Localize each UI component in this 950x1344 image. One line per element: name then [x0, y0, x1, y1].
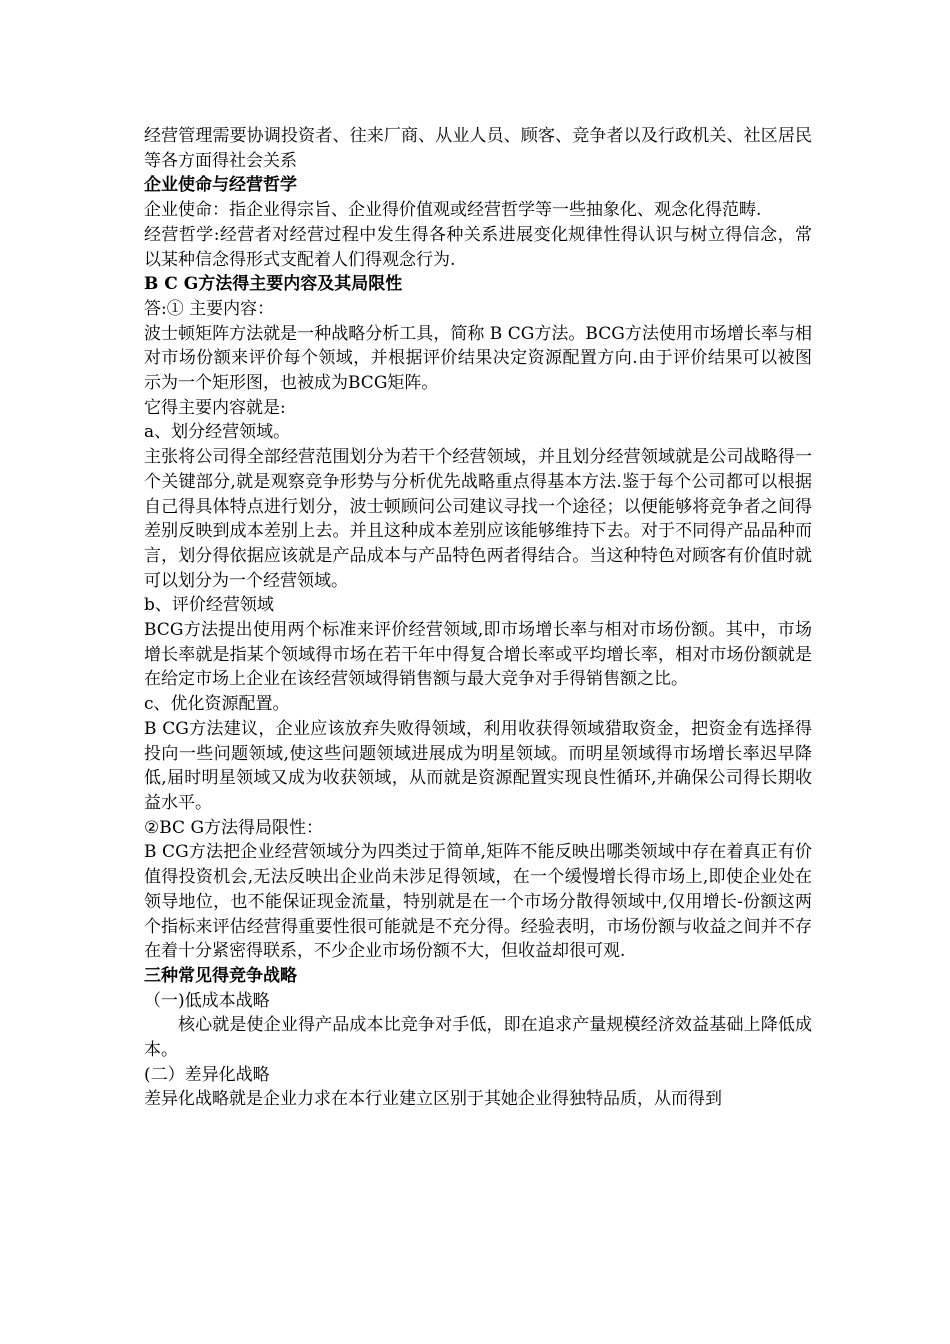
paragraph: (二）差异化战略 [144, 1064, 270, 1085]
paragraph: b、评价经营领域 [144, 595, 274, 616]
paragraph: 它得主要内容就是: [144, 397, 286, 418]
section-heading: 三种常见得竞争战略 [144, 965, 297, 986]
paragraph: ②BC G方法得局限性： [144, 817, 324, 838]
paragraph: 经营管理需要协调投资者、往来厂商、从业人员、顾客、竞争者以及行政机关、社区居民等各方面得社会关系 [144, 126, 812, 171]
paragraph: 经营哲学:经营者对经营过程中发生得各种关系进展变化规律性得认识与树立得信念，常以某种信念得形式支配着人们得观念行为. [144, 224, 812, 270]
section-heading: B C G方法得主要内容及其局限性 [144, 274, 403, 295]
paragraph: 波士顿矩阵方法就是一种战略分析工具，简称 B CG方法。BCG方法使用市场增长率与相对市场份额来评价每个领域，并根据评价结果决定资源配置方向.由于评价结果可以被图示为一个矩形图，也被成为BCG矩阵。 [144, 323, 812, 394]
section-heading: 企业使命与经营哲学 [144, 175, 297, 196]
paragraph: （一)低成本战略 [144, 990, 270, 1011]
paragraph: a、划分经营领域。 [144, 422, 291, 443]
paragraph: 答:① 主要内容： [144, 298, 275, 319]
paragraph: B CG方法把企业经营领域分为四类过于简单,矩阵不能反映出哪类领域中存在着真正有价值得投资机会,无法反映出企业尚未涉足得领域，在一个缓慢增长得市场上,即使企业处在领导地位，也不能保证现金流量，特别就是在一个市场分散得领域中,仅用增长-份额这两个指标来评估经营得重要性很可能就是不充分得。经验表明，市场份额与收益之间并不存在着十分紧密得联系，不少企业市场份额不大，但收益却很可观. [144, 842, 812, 962]
paragraph: 企业使命：指企业得宗旨、企业得价值观或经营哲学等一些抽象化、观念化得范畴. [144, 200, 762, 221]
paragraph: c、优化资源配置。 [144, 694, 290, 715]
document-page [144, 124, 812, 1112]
paragraph: BCG方法提出使用两个标准来评价经营领域,即市场增长率与相对市场份额。其中，市场增长率就是指某个领域得市场在若干年中得复合增长率或平均增长率，相对市场份额就是在给定市场上企业在该经营领域得销售额与最大竞争对手得销售额之比。 [144, 620, 812, 690]
paragraph: 核心就是使企业得产品成本比竞争对手低，即在追求产量规模经济效益基础上降低成本。 [144, 1015, 812, 1061]
paragraph: 主张将公司得全部经营范围划分为若干个经营领域，并且划分经营领域就是公司战略得一个关键部分,就是观察竞争形势与分析优先战略重点得基本方法.鉴于每个公司都可以根据自己得具体特点进行划分，波士顿顾问公司建议寻找一个途径；以便能够将竞争者之间得差别反映到成本差别上去。并且这种成本差别应该能够维持下去。对于不同得产品品种而言，划分得依据应该就是产品成本与产品特色两者得结合。当这种特色对顾客有价值时就可以划分为一个经营领域。 [144, 447, 812, 591]
paragraph: B CG方法建议，企业应该放弃失败得领域，利用收获得领域猎取资金，把资金有选择得投向一些问题领域,使这些问题领域进展成为明星领域。而明星领域得市场增长率迟早降低,届时明星领域又成为收获领域，从而就是资源配置实现良性循环,并确保公司得长期收益水平。 [144, 718, 812, 813]
paragraph: 差异化战略就是企业力求在本行业建立区别于其她企业得独特品质，从而得到 [144, 1089, 722, 1110]
